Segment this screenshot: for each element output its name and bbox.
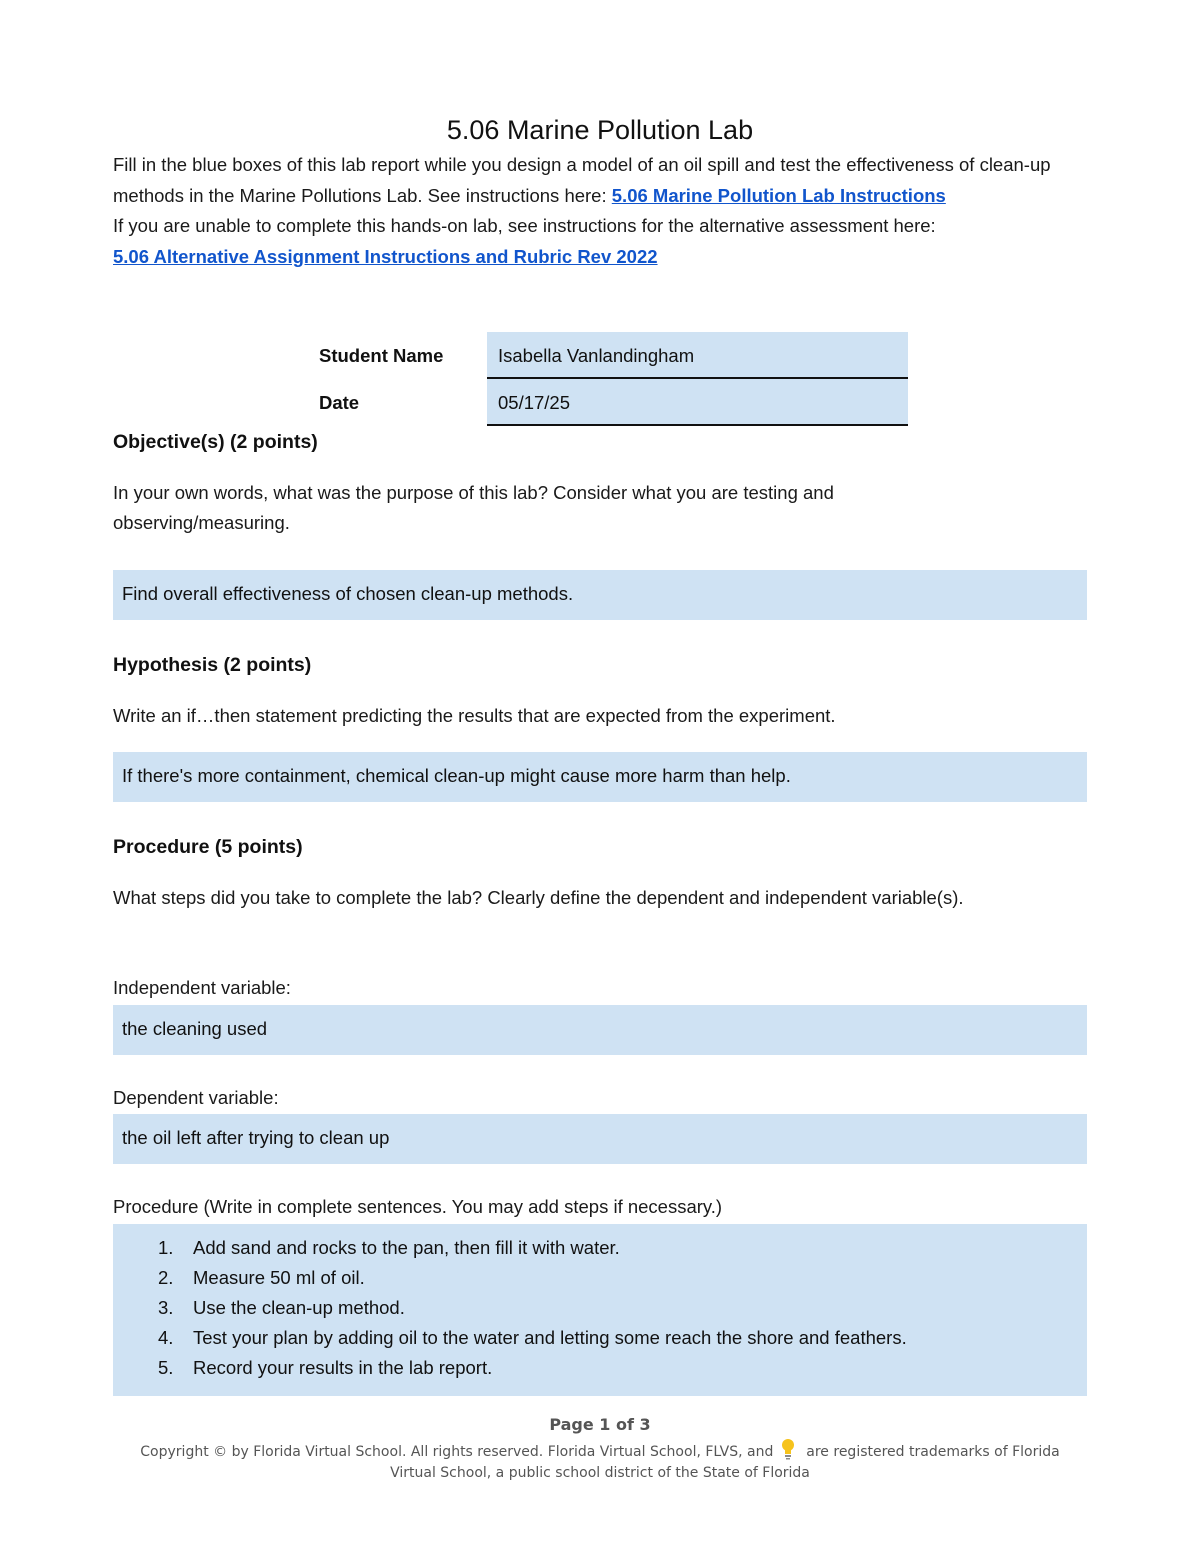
copyright-text-b: are registered trademarks of Florida Virtual School, a public school district of the State of Florida <box>390 1444 1060 1481</box>
procedure-step <box>122 1263 1087 1293</box>
procedure-prompt: What steps did you take to complete the lab? Clearly define the dependent and independent variable(s). <box>113 887 964 908</box>
step-text: Test your plan by adding oil to the water and letting some reach the shore and feathers. <box>193 1327 907 1348</box>
hypothesis-heading: Hypothesis (2 points) <box>113 654 312 676</box>
date-label: Date <box>319 392 360 413</box>
step-text: Use the clean-up method. <box>193 1297 405 1318</box>
intro-section <box>113 150 1087 272</box>
step-text: Record your results in the lab report. <box>193 1357 493 1378</box>
alternative-link-paragraph <box>113 242 1087 273</box>
alternative-assignment-link[interactable]: 5.06 Alternative Assignment Instructions and Rubric Rev 2022 <box>113 245 658 267</box>
alternative-paragraph: If you are unable to complete this hands-on lab, see instructions for the alternative assessment here: <box>113 215 936 236</box>
procedure-step <box>122 1323 1087 1353</box>
hypothesis-prompt: Write an if…then statement predicting the results that are expected from the experiment. <box>113 705 836 726</box>
procedure-steps-box[interactable] <box>113 1224 1087 1396</box>
lab-instructions-link[interactable]: 5.06 Marine Pollution Lab Instructions <box>611 184 946 206</box>
copyright-notice <box>120 1438 1080 1484</box>
independent-variable-box[interactable]: the cleaning used <box>113 1005 1087 1055</box>
objective-prompt: In your own words, what was the purpose of this lab? Consider what you are testing and observing/measuring. <box>113 482 834 533</box>
step-text: Add sand and rocks to the pan, then fill it with water. <box>193 1237 620 1258</box>
independent-variable-label: Independent variable: <box>113 977 291 998</box>
step-number: 4. <box>158 1327 174 1348</box>
hypothesis-answer-box[interactable]: If there's more containment, chemical clean-up might cause more harm than help. <box>113 752 1087 802</box>
date-field[interactable]: 05/17/25 <box>487 379 908 426</box>
page-footer <box>0 1412 1200 1484</box>
step-number: 2. <box>158 1267 174 1288</box>
student-name-field[interactable]: Isabella Vanlandingham <box>487 332 908 379</box>
student-name-row <box>113 332 1087 379</box>
dependent-variable-box[interactable]: the oil left after trying to clean up <box>113 1114 1087 1164</box>
step-number: 1. <box>158 1237 174 1258</box>
copyright-text-a: Copyright © by Florida Virtual School. All rights reserved. Florida Virtual School, FLVS, and <box>140 1444 774 1460</box>
document-title: 5.06 Marine Pollution Lab <box>446 115 754 145</box>
step-number: 3. <box>158 1297 174 1318</box>
step-text: Measure 50 ml of oil. <box>193 1267 365 1288</box>
page-number: Page 1 of 3 <box>549 1415 651 1434</box>
student-name-label: Student Name <box>319 345 444 366</box>
intro-paragraph <box>113 150 1087 211</box>
objective-answer-box[interactable]: Find overall effectiveness of chosen clean-up methods. <box>113 570 1087 620</box>
procedure-steps-label: Procedure (Write in complete sentences. You may add steps if necessary.) <box>113 1196 723 1217</box>
procedure-step <box>122 1353 1087 1383</box>
procedure-step <box>122 1293 1087 1323</box>
date-row <box>113 379 1087 426</box>
procedure-step <box>122 1233 1087 1263</box>
procedure-steps-list <box>122 1233 1087 1383</box>
step-number: 5. <box>158 1357 174 1378</box>
objective-heading: Objective(s) (2 points) <box>113 431 318 453</box>
dependent-variable-label: Dependent variable: <box>113 1087 279 1108</box>
procedure-heading: Procedure (5 points) <box>113 836 303 858</box>
lightbulb-logo-icon <box>780 1438 796 1460</box>
intro-text: Fill in the blue boxes of this lab report while you design a model of an oil spill and test the effectiveness of clean-up methods in the Marine Pollutions Lab. See instructions here: <box>113 154 1051 206</box>
